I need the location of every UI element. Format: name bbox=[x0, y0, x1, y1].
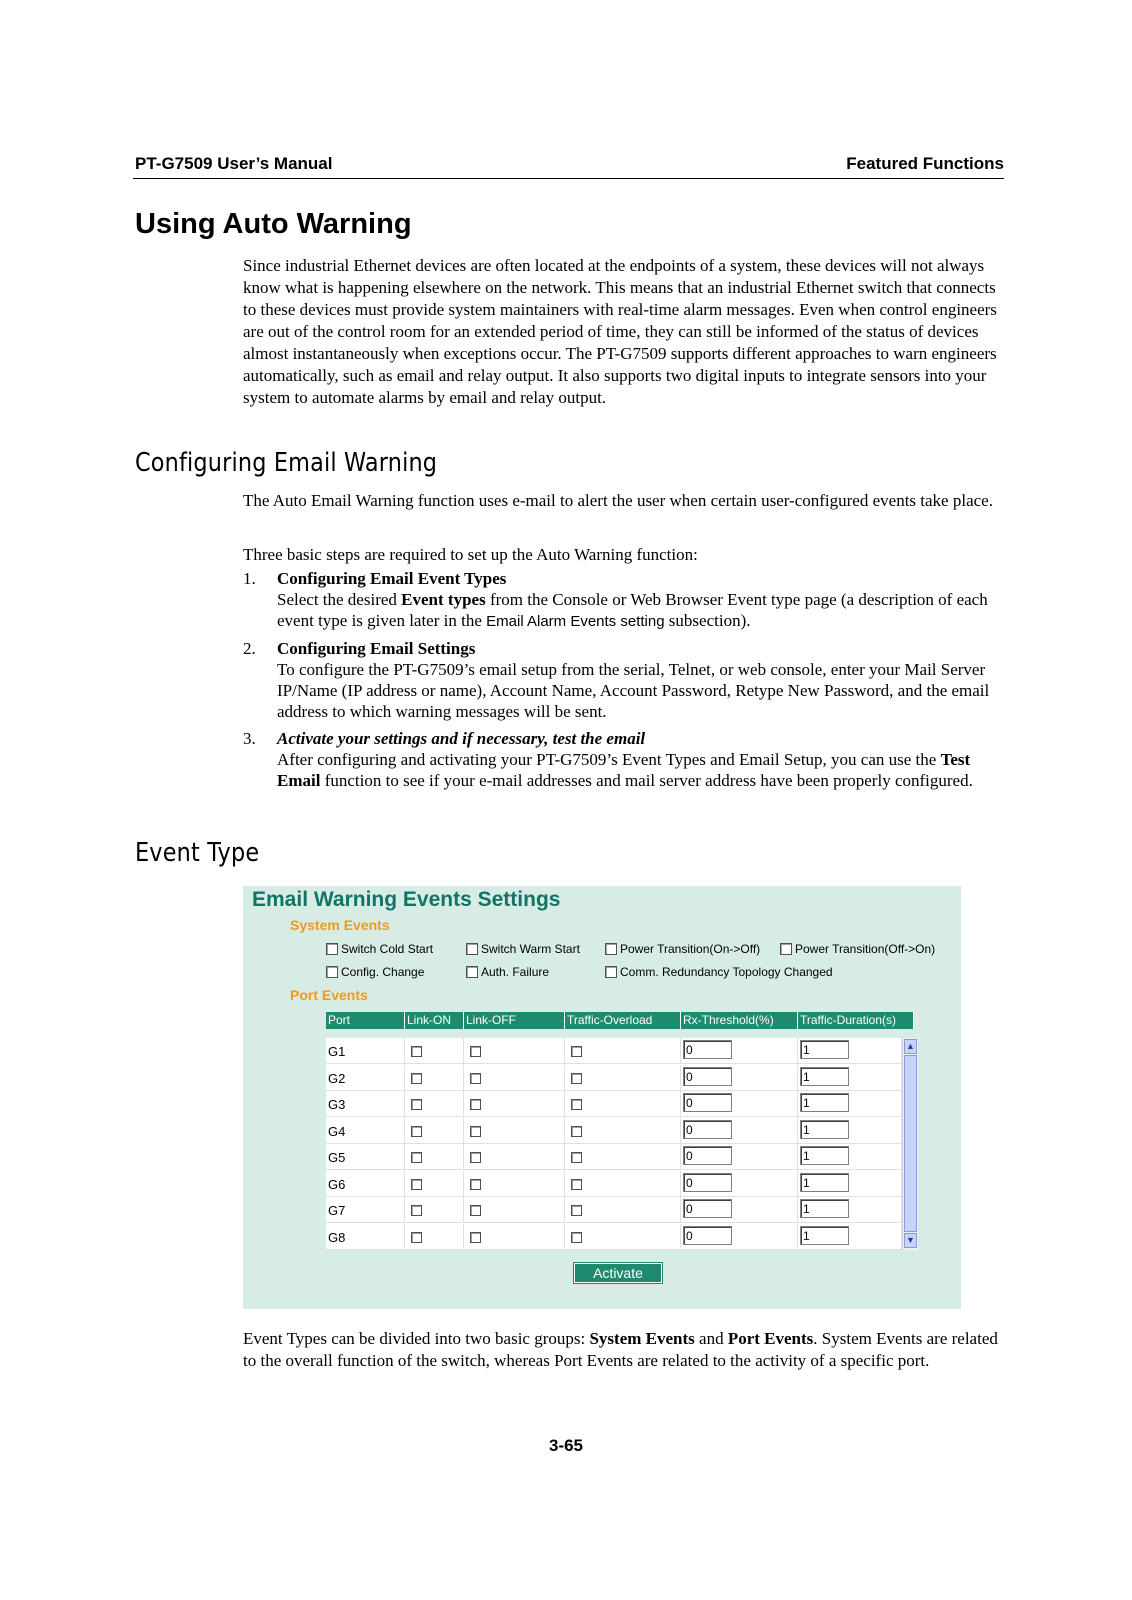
traffic-duration-input[interactable]: 1 bbox=[800, 1199, 849, 1218]
table-cell bbox=[681, 1065, 798, 1091]
rx-threshold-input[interactable]: 0 bbox=[683, 1226, 732, 1245]
port-label: G2 bbox=[328, 1070, 346, 1086]
table-cell bbox=[565, 1197, 681, 1223]
section-heading: Using Auto Warning bbox=[135, 208, 412, 240]
col-traffic-duration: Traffic-Duration(s) bbox=[798, 1012, 914, 1029]
table-cell bbox=[326, 1144, 405, 1170]
port-event-checkbox[interactable] bbox=[411, 1046, 422, 1057]
port-event-checkbox[interactable] bbox=[470, 1179, 481, 1190]
closing-paragraph bbox=[243, 1328, 1003, 1372]
port-event-checkbox[interactable] bbox=[411, 1126, 422, 1137]
step-text: After configuring and activating your PT-G7509’s Event Types and Email Setup, you can use the Test Email function to see if your e-mail addresses and mail server address have been properly configured. bbox=[277, 750, 973, 790]
port-label: G1 bbox=[328, 1044, 346, 1059]
rx-threshold-input[interactable]: 0 bbox=[683, 1120, 732, 1139]
table-cell bbox=[405, 1144, 464, 1170]
port-event-checkbox[interactable] bbox=[571, 1126, 582, 1137]
step-number: 1. bbox=[243, 569, 256, 588]
port-event-checkbox[interactable] bbox=[411, 1152, 422, 1163]
rx-threshold-input[interactable]: 0 bbox=[683, 1067, 732, 1086]
step-number: 2. bbox=[243, 639, 256, 658]
table-cell bbox=[464, 1091, 565, 1117]
port-event-checkbox[interactable] bbox=[470, 1205, 481, 1216]
port-event-checkbox[interactable] bbox=[411, 1099, 422, 1110]
port-event-checkbox[interactable] bbox=[470, 1232, 481, 1243]
rx-threshold-input[interactable]: 0 bbox=[683, 1199, 732, 1218]
table-row bbox=[326, 1224, 902, 1250]
table-cell bbox=[464, 1118, 565, 1144]
manual-title: PT-G7509 User’s Manual bbox=[135, 154, 333, 173]
table-cell bbox=[464, 1171, 565, 1197]
checkbox[interactable] bbox=[605, 966, 617, 978]
traffic-duration-input[interactable]: 1 bbox=[800, 1120, 849, 1139]
table-cell bbox=[681, 1171, 798, 1197]
header-rule bbox=[133, 178, 1004, 179]
table-cell bbox=[798, 1065, 902, 1091]
table-cell bbox=[681, 1197, 798, 1223]
table-cell bbox=[405, 1171, 464, 1197]
email-warning-settings-screenshot bbox=[243, 886, 961, 1309]
scroll-thumb[interactable] bbox=[904, 1055, 917, 1232]
step-title: Configuring Email Settings bbox=[277, 639, 476, 658]
table-row bbox=[326, 1118, 902, 1144]
table-cell bbox=[326, 1224, 405, 1250]
system-events-label: System Events bbox=[290, 917, 390, 933]
port-event-checkbox[interactable] bbox=[571, 1232, 582, 1243]
table-cell bbox=[326, 1171, 405, 1197]
checkbox[interactable] bbox=[326, 943, 338, 955]
table-cell bbox=[565, 1091, 681, 1117]
table-row bbox=[326, 1065, 902, 1091]
port-label: G8 bbox=[328, 1229, 346, 1245]
chapter-title: Featured Functions bbox=[846, 154, 1004, 173]
scroll-down-icon[interactable]: ▼ bbox=[904, 1233, 917, 1248]
subsection-heading-event-type: Event Type bbox=[135, 838, 260, 868]
port-event-checkbox[interactable] bbox=[571, 1152, 582, 1163]
checkbox[interactable] bbox=[466, 966, 478, 978]
table-cell bbox=[565, 1171, 681, 1197]
table-cell bbox=[326, 1091, 405, 1117]
table-cell bbox=[798, 1038, 902, 1064]
page-number: 3-65 bbox=[548, 1436, 584, 1455]
table-cell bbox=[464, 1224, 565, 1250]
table-cell bbox=[326, 1197, 405, 1223]
event-switch-cold-start[interactable]: Switch Cold Start bbox=[326, 942, 433, 956]
col-link-on: Link-ON bbox=[405, 1012, 464, 1029]
subsection-heading-email: Configuring Email Warning bbox=[135, 448, 438, 478]
col-traffic-overload: Traffic-Overload bbox=[565, 1012, 681, 1029]
email-text-2: Three basic steps are required to set up the Auto Warning function: bbox=[243, 545, 698, 564]
table-cell bbox=[326, 1118, 405, 1144]
table-cell bbox=[326, 1065, 405, 1091]
table-cell bbox=[464, 1065, 565, 1091]
table-cell bbox=[798, 1144, 902, 1170]
traffic-duration-input[interactable]: 1 bbox=[800, 1146, 849, 1165]
port-label: G7 bbox=[328, 1203, 346, 1218]
step-item bbox=[243, 638, 1003, 722]
port-event-checkbox[interactable] bbox=[571, 1205, 582, 1216]
step-title: Activate your settings and if necessary, test the email bbox=[277, 729, 646, 748]
table-row bbox=[326, 1038, 902, 1064]
table-cell bbox=[798, 1171, 902, 1197]
port-event-checkbox[interactable] bbox=[571, 1179, 582, 1190]
step-title: Configuring Email Event Types bbox=[277, 569, 507, 588]
table-cell bbox=[464, 1144, 565, 1170]
table-row bbox=[326, 1144, 902, 1170]
table-cell bbox=[464, 1038, 565, 1064]
table-cell bbox=[681, 1091, 798, 1117]
email-paragraph-2 bbox=[243, 544, 1003, 566]
checkbox[interactable] bbox=[780, 943, 792, 955]
port-label: G6 bbox=[328, 1176, 346, 1192]
table-row bbox=[326, 1171, 902, 1197]
steps-list bbox=[243, 568, 1003, 797]
event-switch-warm-start[interactable]: Switch Warm Start bbox=[466, 942, 580, 956]
event-power-on-off[interactable]: Power Transition(On->Off) bbox=[605, 942, 760, 956]
intro-text: Since industrial Ethernet devices are often located at the endpoints of a system, these devices will not always know what is happening elsewhere on the network. This means that an industrial Ethernet switch that connects to these devices must provide system maintainers with real-time alarm messages. Even when control engineers are out of the control room for an extended period of time, they can still be informed of the status of devices almost instantaneously when exceptions occur. The PT-G7509 supports different approaches to warn engineers automatically, such as email and relay output. It also supports two digital inputs to integrate sensors into your system to automate alarms by email and relay output. bbox=[243, 256, 997, 407]
activate-button[interactable]: Activate bbox=[574, 1263, 662, 1283]
event-config-change[interactable]: Config. Change bbox=[326, 965, 424, 979]
email-text-1: The Auto Email Warning function uses e-mail to alert the user when certain user-configured events take place. bbox=[243, 491, 993, 510]
panel-title: Email Warning Events Settings bbox=[252, 888, 561, 911]
table-cell bbox=[405, 1038, 464, 1064]
event-topology-changed[interactable]: Comm. Redundancy Topology Changed bbox=[605, 965, 833, 979]
table-cell bbox=[405, 1065, 464, 1091]
port-event-checkbox[interactable] bbox=[411, 1179, 422, 1190]
closing-text: Event Types can be divided into two basic groups: System Events and Port Events. System Events are related to the overall function of the switch, whereas Port Events are related to the activity of a specific port. bbox=[243, 1329, 998, 1370]
link-reference: Email Alarm Events setting bbox=[486, 613, 665, 630]
rx-threshold-input[interactable]: 0 bbox=[683, 1146, 732, 1165]
scrollbar[interactable] bbox=[902, 1038, 918, 1250]
port-event-checkbox[interactable] bbox=[571, 1046, 582, 1057]
traffic-duration-input[interactable]: 1 bbox=[800, 1093, 849, 1112]
table-cell bbox=[326, 1038, 405, 1064]
step-item bbox=[243, 568, 1003, 632]
checkbox[interactable] bbox=[326, 966, 338, 978]
table-cell bbox=[565, 1144, 681, 1170]
col-link-off: Link-OFF bbox=[464, 1012, 565, 1029]
traffic-duration-input[interactable]: 1 bbox=[800, 1067, 849, 1086]
table-cell bbox=[405, 1118, 464, 1144]
port-event-checkbox[interactable] bbox=[411, 1073, 422, 1084]
port-event-checkbox[interactable] bbox=[470, 1046, 481, 1057]
table-cell bbox=[681, 1224, 798, 1250]
table-cell bbox=[565, 1224, 681, 1250]
port-label: G3 bbox=[328, 1097, 346, 1112]
col-port: Port bbox=[326, 1012, 405, 1029]
table-cell bbox=[798, 1118, 902, 1144]
event-power-off-on[interactable]: Power Transition(Off->On) bbox=[780, 942, 935, 956]
table-cell bbox=[405, 1091, 464, 1117]
table-cell bbox=[798, 1197, 902, 1223]
port-event-checkbox[interactable] bbox=[571, 1099, 582, 1110]
table-cell bbox=[405, 1197, 464, 1223]
traffic-duration-input[interactable]: 1 bbox=[800, 1226, 849, 1245]
port-event-checkbox[interactable] bbox=[470, 1073, 481, 1084]
email-paragraph-1 bbox=[243, 490, 1003, 512]
table-cell bbox=[681, 1118, 798, 1144]
checkbox[interactable] bbox=[605, 943, 617, 955]
port-event-checkbox[interactable] bbox=[470, 1126, 481, 1137]
checkbox[interactable] bbox=[466, 943, 478, 955]
step-number: 3. bbox=[243, 729, 256, 748]
table-cell bbox=[565, 1065, 681, 1091]
rx-threshold-input[interactable]: 0 bbox=[683, 1173, 732, 1192]
traffic-duration-input[interactable]: 1 bbox=[800, 1173, 849, 1192]
table-body bbox=[326, 1038, 902, 1250]
intro-paragraph bbox=[243, 255, 1003, 409]
table-cell bbox=[798, 1224, 902, 1250]
step-text: Select the desired Event types from the Console or Web Browser Event type page (a description of each event type is given later in the Email Alarm Events setting subsection). bbox=[277, 590, 988, 630]
port-event-checkbox[interactable] bbox=[411, 1205, 422, 1216]
step-item bbox=[243, 728, 1003, 791]
scroll-up-icon[interactable]: ▲ bbox=[904, 1039, 917, 1054]
port-label: G4 bbox=[328, 1123, 346, 1139]
step-text: To configure the PT-G7509’s email setup from the serial, Telnet, or web console, enter your Mail Server IP/Name (IP address or name), Account Name, Account Password, Retype New Password, and the email address to which warning messages will be sent. bbox=[277, 660, 990, 721]
port-event-checkbox[interactable] bbox=[411, 1232, 422, 1243]
port-event-checkbox[interactable] bbox=[470, 1099, 481, 1110]
table-cell bbox=[405, 1224, 464, 1250]
table-row bbox=[326, 1197, 902, 1223]
port-event-checkbox[interactable] bbox=[571, 1073, 582, 1084]
port-label: G5 bbox=[328, 1150, 346, 1165]
table-row bbox=[326, 1091, 902, 1117]
table-cell bbox=[464, 1197, 565, 1223]
table-cell bbox=[681, 1038, 798, 1064]
table-header bbox=[326, 1012, 920, 1029]
table-cell bbox=[798, 1091, 902, 1117]
rx-threshold-input[interactable]: 0 bbox=[683, 1093, 732, 1112]
table-cell bbox=[565, 1038, 681, 1064]
traffic-duration-input[interactable]: 1 bbox=[800, 1040, 849, 1059]
port-events-label: Port Events bbox=[290, 987, 368, 1003]
rx-threshold-input[interactable]: 0 bbox=[683, 1040, 732, 1059]
table-cell bbox=[681, 1144, 798, 1170]
table-cell bbox=[565, 1118, 681, 1144]
event-auth-failure[interactable]: Auth. Failure bbox=[466, 965, 549, 979]
col-rx-threshold: Rx-Threshold(%) bbox=[681, 1012, 798, 1029]
port-event-checkbox[interactable] bbox=[470, 1152, 481, 1163]
